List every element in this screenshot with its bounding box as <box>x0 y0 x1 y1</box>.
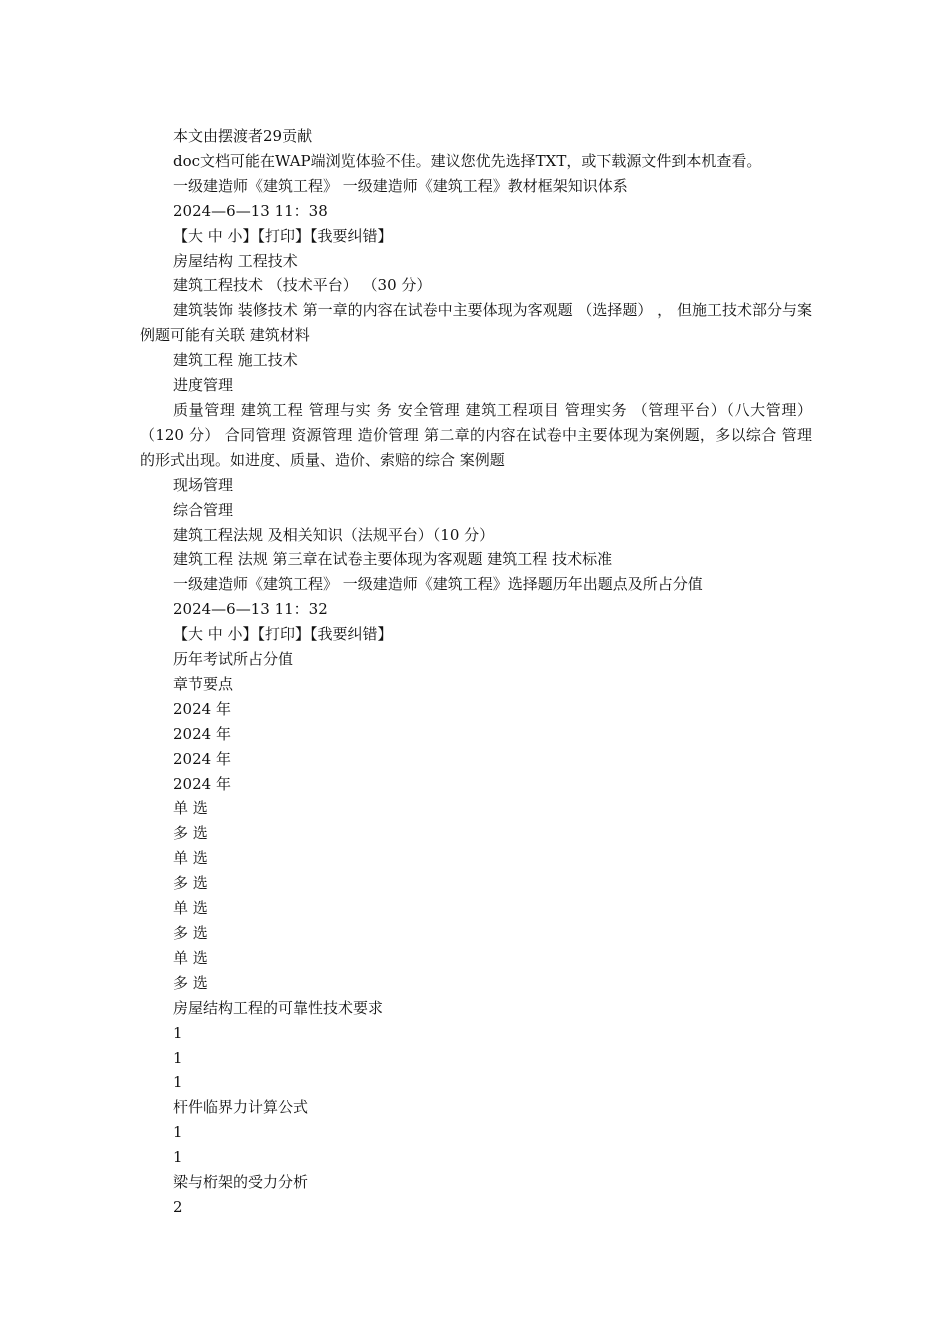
text-line: 1 <box>173 1048 183 1067</box>
text-line: 1 <box>173 1023 183 1042</box>
text-line: 单 选 <box>173 799 208 818</box>
text-line: 历年考试所占分值 <box>173 650 294 669</box>
text-line: 房屋结构 工程技术 <box>173 251 298 270</box>
text-line: 多 选 <box>173 874 208 893</box>
text-line: 章节要点 <box>173 674 234 693</box>
text-line: 1 <box>173 1148 183 1167</box>
article-tools: 【大 中 小】【打印】【我要纠错】 <box>173 625 393 644</box>
text-line: 2024 年 <box>173 699 231 718</box>
text-line: 建筑工程技术 （技术平台） （30 分） <box>173 276 432 295</box>
text-line: 建筑工程 施工技术 <box>173 351 298 370</box>
article-title: 一级建造师《建筑工程》 一级建造师《建筑工程》选择题历年出题点及所占分值 <box>173 575 703 594</box>
text-line: 多 选 <box>173 924 208 942</box>
text-line: 杆件临界力计算公式 <box>173 1098 309 1117</box>
text-line: 2024 年 <box>173 749 231 768</box>
text-line: 2024 年 <box>173 724 231 743</box>
text-line: 房屋结构工程的可靠性技术要求 <box>173 998 384 1017</box>
text-line: 单 选 <box>173 849 208 868</box>
text-line: 2024 年 <box>173 774 231 793</box>
text-line: 1 <box>173 1073 183 1092</box>
text-line: 多 选 <box>173 973 208 992</box>
text-line: 单 选 <box>173 899 208 918</box>
text-line: 现场管理 <box>173 475 234 494</box>
article-tools: 【大 中 小】【打印】【我要纠错】 <box>173 226 393 245</box>
text-line: 综合管理 <box>173 500 234 519</box>
text-line: 单 选 <box>173 948 208 967</box>
text-line: 1 <box>173 1123 183 1142</box>
text-line: 梁与桁架的受力分析 <box>173 1173 309 1192</box>
article-timestamp: 2024—6—13 11：32 <box>173 600 328 619</box>
article-timestamp: 2024—6—13 11：38 <box>173 201 328 220</box>
text-line: 进度管理 <box>173 376 234 395</box>
paragraph: 质量管理 建筑工程 管理与实 务 安全管理 建筑工程项目 管理实务 （管理平台）（八大管理） （120 分） 合同管理 资源管理 造价管理 第二章的内容在试卷中主要体现为案例题，多以综合 管理的形式出现。如进度、质量、造价、索赔的综合 案例题 <box>140 400 812 469</box>
paragraph: 建筑装饰 装修技术 第一章的内容在试卷中主要体现为客观题 （选择题） ， 但施工技术部分与案例题可能有关联 建筑材料 <box>140 301 812 345</box>
contributor-line: 本文由摆渡者29贡献 <box>173 127 313 145</box>
document-body <box>140 124 812 1220</box>
text-line: 建筑工程 法规 第三章在试卷主要体现为客观题 建筑工程 技术标准 <box>173 550 613 569</box>
text-line: 建筑工程法规 及相关知识（法规平台）（10 分） <box>173 525 495 544</box>
format-notice: doc文档可能在WAP端浏览体验不佳。建议您优先选择TXT，或下载源文件到本机查看。 <box>173 151 762 170</box>
text-line: 2 <box>173 1197 183 1216</box>
article-title: 一级建造师《建筑工程》 一级建造师《建筑工程》教材框架知识体系 <box>173 176 628 195</box>
text-line: 多 选 <box>173 824 208 843</box>
